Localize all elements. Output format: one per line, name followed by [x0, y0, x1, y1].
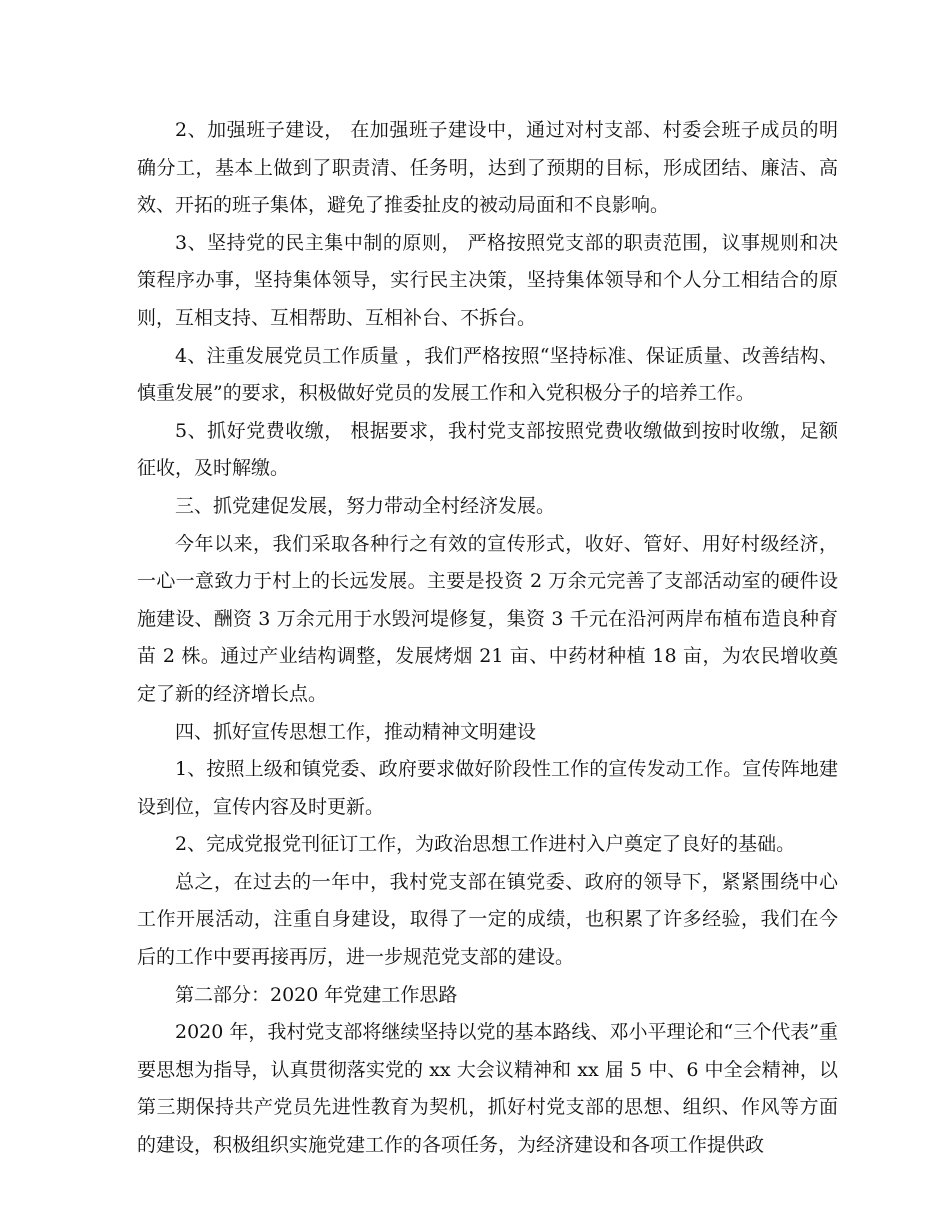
paragraph-economy: 今年以来，我们采取各种行之有效的宣传形式，收好、管好、用好村级经济，一心一意致力于村上的长远发展。主要是投资 2 万余元完善了支部活动室的硬件设施建设、酬资 3 万余元用于水毁河堤修复，集资 3 千元在沿河两岸布植布造良种育苗 2 株。通过产业结构调整，发展烤烟 21 亩、中药材种植 18 亩，为农民增收奠定了新的经济增长点。	[137, 532, 838, 705]
paragraph-member-quality: 4、注重发展党员工作质量 ，我们严格按照“坚持标准、保证质量、改善结构、慎重发展”的要求，积极做好党员的发展工作和入党积极分子的培养工作。	[137, 344, 838, 405]
paragraph-democratic-centralism: 3、坚持党的民主集中制的原则， 严格按照党支部的职责范围，议事规则和决策程序办事，坚持集体领导，实行民主决策，坚持集体领导和个人分工相结合的原则，互相支持、互相帮助、互相补台、不拆台。	[137, 231, 838, 329]
part-two-heading: 第二部分：2020 年党建工作思路	[175, 983, 458, 1006]
paragraph-party-dues: 5、抓好党费收缴， 根据要求，我村党支部按照党费收缴做到按时收缴，足额征收，及时解缴。	[137, 419, 838, 480]
paragraph-team-building: 2、加强班子建设， 在加强班子建设中，通过对村支部、村委会班子成员的明确分工，基本上做到了职责清、任务明，达到了预期的目标，形成团结、廉洁、高效、开拓的班子集体，避免了推委扯皮的被动局面和不良影响。	[137, 119, 838, 217]
paragraph-propaganda-1: 1、按照上级和镇党委、政府要求做好阶段性工作的宣传发动工作。宣传阵地建设到位，宣传内容及时更新。	[137, 758, 838, 818]
paragraph-summary: 总之，在过去的一年中，我村党支部在镇党委、政府的领导下，紧紧围绕中心工作开展活动，注重自身建设，取得了一定的成绩，也积累了许多经验，我们在今后的工作中要再接再厉，进一步规范党支部的建设。	[137, 870, 838, 969]
paragraph-propaganda-2: 2、完成党报党刊征订工作，为政治思想工作进村入户奠定了良好的基础。	[175, 833, 796, 856]
section-heading-propaganda: 四、抓好宣传思想工作，推动精神文明建设	[175, 720, 537, 743]
paragraph-2020-plan: 2020 年，我村党支部将继续坚持以党的基本路线、邓小平理论和“三个代表”重要思想为指导，认真贯彻落实党的 xx 大会议精神和 xx 届 5 中、6 中全会精神，以第三期保持共产党员先进性教育为契机，抓好村党支部的思想、组织、作风等方面的建设，积极组织实施党建工作的各项任务，为经济建设和各项工作提供政	[137, 1021, 838, 1157]
section-heading-economy: 三、抓党建促发展，努力带动全村经济发展。	[175, 494, 556, 517]
